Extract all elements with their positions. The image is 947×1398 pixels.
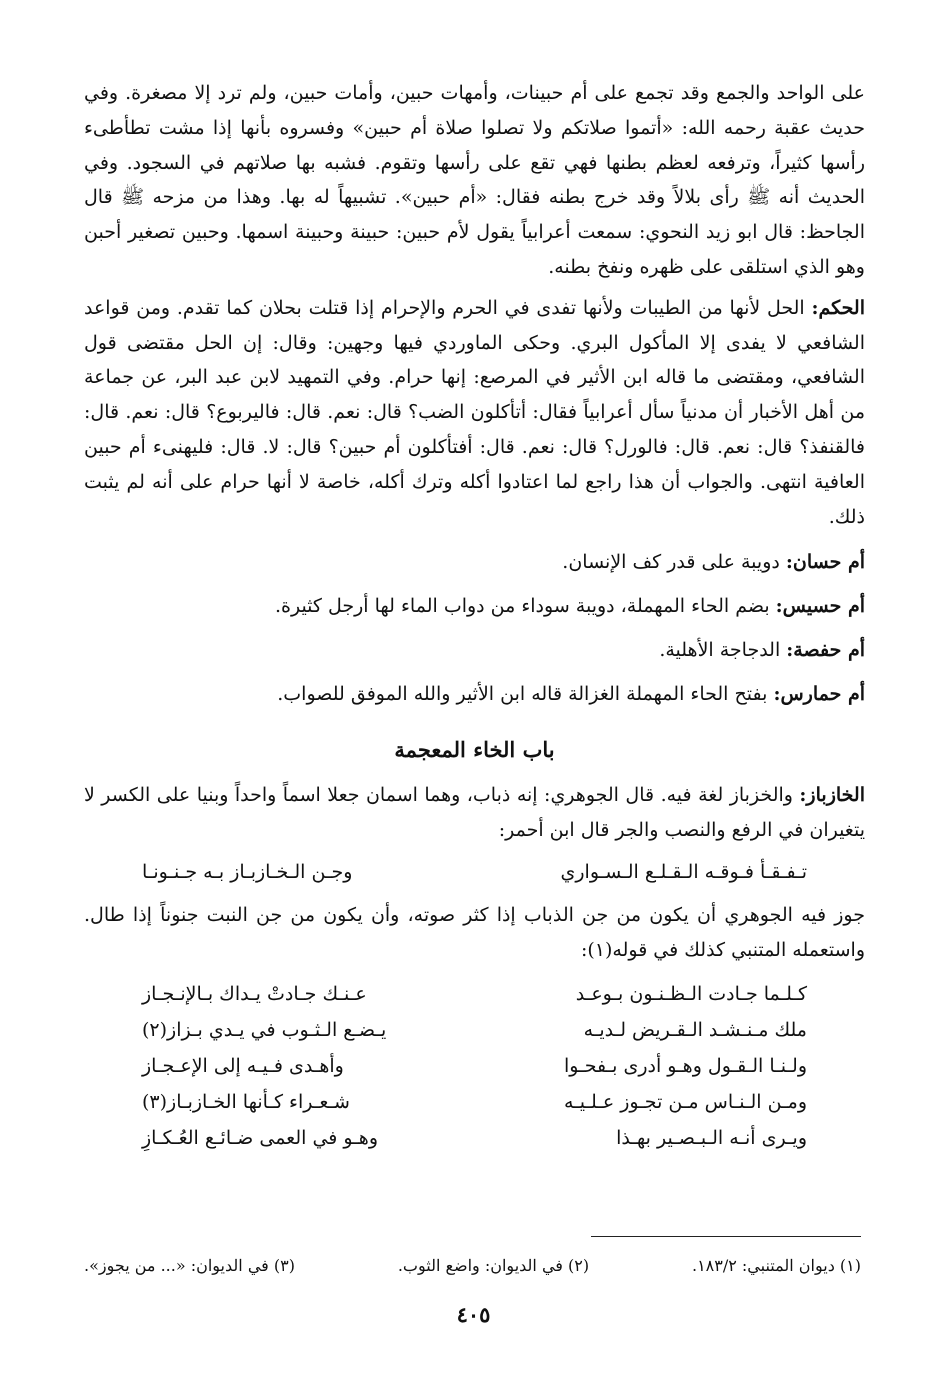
section-heading: باب الخاء المعجمة xyxy=(394,737,555,763)
paragraph-jawhari xyxy=(84,898,865,968)
page-number: ٤٠٥ xyxy=(456,1302,491,1327)
definition-term: أم حسيس: xyxy=(775,595,865,618)
paragraph-khazbaz xyxy=(84,778,865,848)
definition-text: دويبة على قدر كف الإنسان. xyxy=(562,551,786,574)
poem-block xyxy=(84,976,865,1156)
verse-line xyxy=(84,1048,865,1084)
verse-second-hemistich: عـنـك جـادتْ يـداك بـالإنـجـاز xyxy=(142,982,367,1005)
paragraph-hukm xyxy=(84,291,865,535)
verse-first-hemistich: ولـنـا الـقـول وهـو أدرى بـفحـوا xyxy=(564,1054,807,1077)
definition-text: بفتح الحاء المهملة الغزالة قاله ابن الأثير والله الموفق للصواب. xyxy=(277,683,774,706)
paragraph-text: جوز فيه الجوهري أن يكون من جن الذباب إذا كثر صوته، وأن يكون من جن النبت جنوناً إذا طال. واستعمله المتنبي كذلك في قوله(١): xyxy=(84,903,865,961)
footnote-2: (٢) في الديوان: واضع الثوب. xyxy=(397,1256,590,1275)
paragraph-um-hubayn xyxy=(84,76,865,285)
definition-item xyxy=(84,540,865,584)
verse-line xyxy=(84,1084,865,1120)
verse-first-hemistich: تـفـقـأ فـوقـه الـقـلـع الـسـواري xyxy=(560,860,807,883)
verse-second-hemistich: يـضـع الـثـوب في يـدي بـزاز(٢) xyxy=(142,1018,387,1041)
paragraph-text: على الواحد والجمع وقد تجمع على أم حبينات، وأمهات حبين، وأمات حبين، ولم ترد إلا مصغرة. وفي حديث عقبة رحمه الله: «أتموا صلاتكم ولا تصلوا صلاة أم حبين» وفسروه بأنها إذا مشت تطأطىء رأسها كثيراً، وترفعه لعظم بطنها فهي تقع على رأسها وتقوم. فشبه بها صلاتهم في السجود. وفي الحديث أنه ﷺ رأى بلالاً وقد خرج بطنه فقال: «أم حبين». تشبيهاً له بها. وهذا من مزحه ﷺ قال الجاحظ: قال ابو زيد النحوي: سمعت أعرابياً يقول لأم حبين: حبينة وحبينة اسمها. وحبين تصغير أحبن وهو الذي استلقى على ظهره ونفخ بطنه. xyxy=(84,82,865,278)
paragraph-text: والخزباز لغة فيه. قال الجوهري: إنه ذباب، وهما اسمان جعلا اسماً واحداً وبنيا على الكسر لا يتغيران في الرفع والنصب والجر قال ابن أحمر: xyxy=(84,784,865,842)
verse-line xyxy=(84,1012,865,1048)
verse-second-hemistich: شـعـراء كـأنها الخـازبـاز(٣) xyxy=(142,1090,350,1113)
paragraph-text: الحل لأنها من الطيبات ولأنها تفدى في الحرم والإحرام إذا قتلت بحلان كما تقدم. ومن قواعد الشافعي لا يفدى إلا المأكول البري. وحكى الماوردي فيها وجهين: وقال: إن الحل مقتضى قول الشافعي، ومقتضى ما قاله ابن الأثير في المرصع: إنها حرام. وفي التمهيد لابن عبد البر، عن جماعة من أهل الأخبار أن مدنياً سأل أعرابياً فقال: أتأكلون الضب؟ قال: نعم. قال: فاليربوع؟ قال: نعم. قال: فالقنفذ؟ قال: نعم. قال: فالورل؟ قال: نعم. قال: أفتأكلون أم حبين؟ قال: لا. قال: فليهنىء أم حبين العافية انتهى. والجواب أن هذا راجع لما اعتادوا أكله وترك أكله، خاصة لا أنها حرام على أنه لم يثبت ذلك. xyxy=(84,296,866,528)
definition-term: أم حفصة: xyxy=(786,639,865,662)
verse-first-hemistich: كـلـما جـادت الـظـنـون بـوعـد xyxy=(575,982,807,1005)
verse-line xyxy=(84,854,865,890)
verse-line xyxy=(84,1120,865,1156)
definition-text: الدجاجة الأهلية. xyxy=(659,639,787,662)
definition-item xyxy=(84,672,865,716)
definition-item xyxy=(84,584,865,628)
definition-term: أم حمارس: xyxy=(773,683,865,706)
verse-first-hemistich: ويـرى أنـه الـبـصـير بهـذا xyxy=(616,1126,807,1149)
paragraph-lead-term: الحكم: xyxy=(811,296,865,319)
verse-first-hemistich: ملك مـنـشـد الـقـريض لـديـه xyxy=(583,1018,807,1041)
footnotes xyxy=(84,1252,861,1280)
verse-line xyxy=(84,976,865,1012)
definition-text: بضم الحاء المهملة، دويبة سوداء من دواب الماء لها أرجل كثيرة. xyxy=(274,595,776,618)
verse-second-hemistich: وأهـدى فـيـه إلى الإعـجـاز xyxy=(142,1054,344,1077)
footnote-3: (٣) في الديوان: «... من يجوز». xyxy=(84,1256,295,1275)
definition-item xyxy=(84,628,865,672)
footnote-divider xyxy=(591,1236,861,1237)
verse-second-hemistich: وجـن الـخـازبـاز بـه جـنـونـا xyxy=(142,860,353,883)
verse-first-hemistich: ومـن الـنـاس مـن تجـوز عـلـيـه xyxy=(563,1090,807,1113)
definition-term: أم حسان: xyxy=(785,551,865,574)
verse-second-hemistich: وهـو في العمى ضـائـع العُـكـازِ xyxy=(142,1126,378,1149)
paragraph-lead-term: الخازباز: xyxy=(799,784,865,807)
definitions-list xyxy=(84,540,865,716)
footnote-1: (١) ديوان المتنبي: ١٨٣/٢. xyxy=(691,1256,861,1275)
